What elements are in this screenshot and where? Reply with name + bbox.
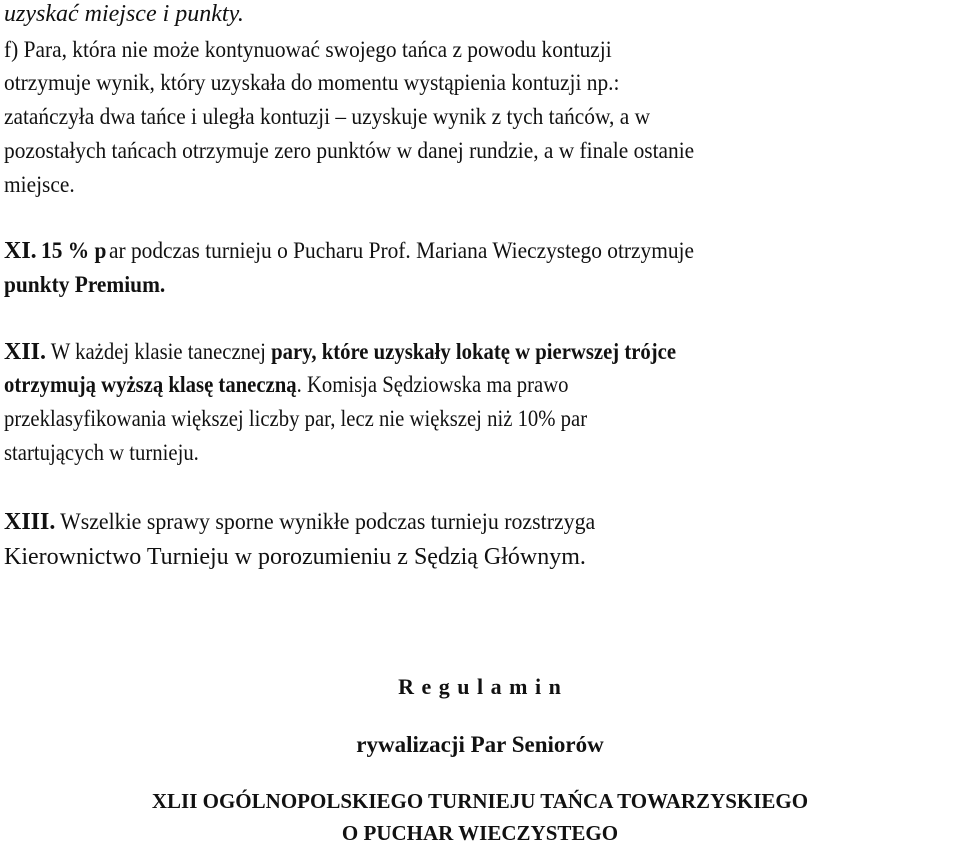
section-xiii-number: XIII.: [4, 509, 56, 535]
section-xiii-line-1-rest: Wszelkie sprawy sporne wynikłe podczas turnieju rozstrzyga: [55, 509, 596, 534]
regulamin-heading: R e g u l a m i n: [398, 674, 562, 699]
section-xi-line-1: [4, 239, 738, 263]
section-xiii-line-2: Kierownictwo Turnieju w porozumieniu z Sędzią Głównym.: [4, 544, 586, 570]
section-xii-line-1: [4, 340, 746, 364]
tournament-title-line-2: O PUCHAR WIECZYSTEGO: [341, 821, 619, 845]
section-xi-bold-part: 15 % p: [40, 238, 107, 263]
section-xi-line-2: punkty Premium.: [4, 272, 166, 297]
section-xii-line-2-bold: otrzymują wyższą klasę taneczną: [4, 372, 297, 397]
regulamin-subheading: rywalizacji Par Seniorów: [356, 732, 604, 757]
section-xii-line-1-bold: pary, które uzyskały lokatę w pierwszej trójce: [271, 339, 677, 364]
section-xiii-line-1: [4, 510, 624, 534]
item-f-line-3: zatańczyła dwa tańce i uległa kontuzji – uzyskuje wynik z tych tańców, a w: [4, 104, 651, 129]
section-xii-line-2: [4, 373, 569, 396]
item-f-line-1: f) Para, która nie może kontynuować swojego tańca z powodu kontuzji: [4, 37, 612, 62]
item-f-line-4: pozostałych tańcach otrzymuje zero punktów w danej rundzie, a w finale ostanie: [4, 138, 695, 163]
continuation-text: uzyskać miejsce i punkty.: [4, 1, 244, 27]
section-xii-line-3: przeklasyfikowania większej liczby par, lecz nie większej niż 10% par: [4, 406, 588, 431]
section-xi-line-1-rest: ar podczas turnieju o Pucharu Prof. Mariana Wieczystego otrzymuje: [108, 238, 694, 263]
item-f-line-5: miejsce.: [4, 172, 75, 197]
item-f-line-2: otrzymuje wynik, który uzyskała do momentu wystąpienia kontuzji np.:: [4, 70, 620, 95]
section-xii-line-1-normal: W każdej klasie tanecznej: [46, 339, 272, 364]
tournament-title-line-1: XLII OGÓLNOPOLSKIEGO TURNIEJU TAŃCA TOWARZYSKIEGO: [151, 789, 809, 813]
section-xii-line-2-rest: . Komisja Sędziowska ma prawo: [296, 372, 569, 397]
section-xii-line-4: startujących w turnieju.: [4, 440, 199, 465]
section-xii-number: XII.: [4, 339, 47, 365]
section-xii-line-1-normal-and-bold: [46, 340, 676, 363]
section-xi-number: XI.: [4, 238, 37, 264]
